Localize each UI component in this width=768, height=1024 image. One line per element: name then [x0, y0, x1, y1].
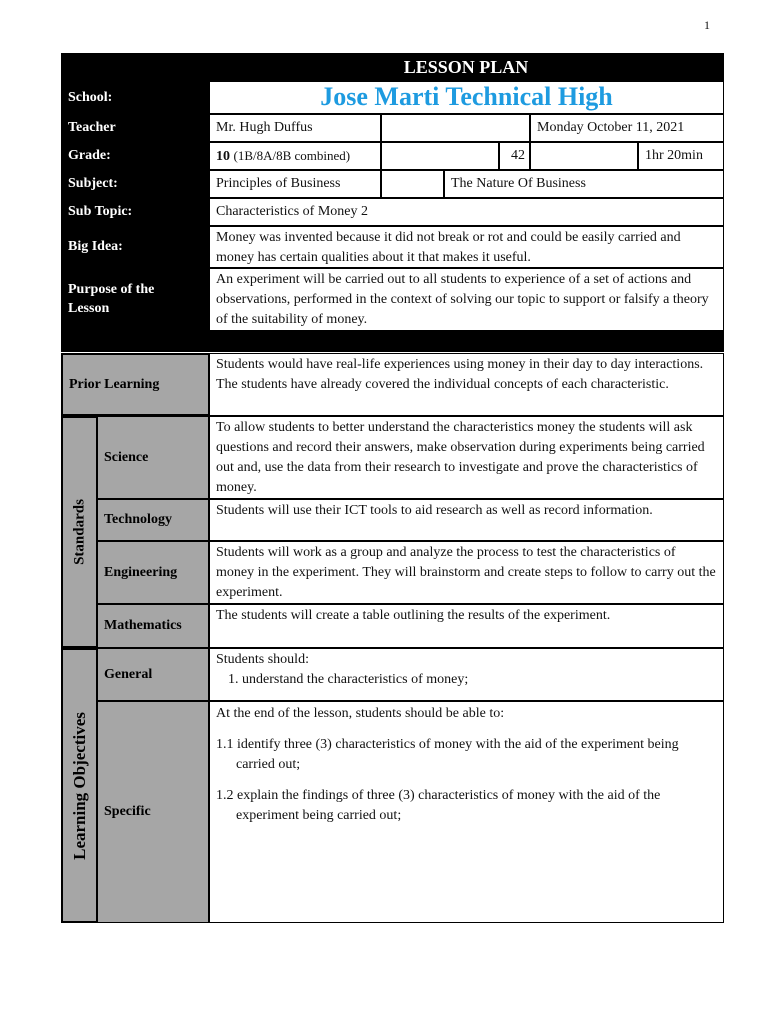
- mathematics-label: Mathematics: [97, 604, 209, 648]
- general-intro: Students should:: [216, 652, 309, 667]
- general-item: 1. understand the characteristics of money;: [242, 670, 717, 690]
- page-number: 1: [704, 18, 710, 32]
- prior-learning-value: Students would have real-life experiences using money in their day to day interactions. The students have already covered the individual concepts of each characteristic.: [209, 353, 724, 416]
- topic-label: Topic:: [381, 170, 444, 198]
- specific-value: [209, 701, 724, 923]
- subtopic-label: Sub Topic:: [68, 204, 133, 219]
- general-value: [209, 648, 724, 701]
- specific-label: Specific: [97, 701, 209, 923]
- topic-value: The Nature Of Business: [444, 170, 724, 198]
- teacher-label: Teacher: [68, 120, 116, 135]
- class-size-label: Class Size:: [381, 142, 499, 170]
- date-label: Date:: [381, 114, 530, 142]
- specific-intro: At the end of the lesson, students should be able to:: [216, 706, 505, 721]
- grade-detail: (1B/8A/8B combined): [233, 148, 351, 163]
- subtopic-value: Characteristics of Money 2: [209, 198, 724, 226]
- learning-objectives-group: [61, 648, 97, 923]
- specific-item: 1.2 explain the findings of three (3) characteristics of money with the aid of the experiment being carried out;: [216, 788, 661, 823]
- general-label: General: [97, 648, 209, 701]
- technology-value: Students will use their ICT tools to aid research as well as record information.: [209, 499, 724, 541]
- purpose-label: Purpose of the Lesson: [68, 282, 155, 316]
- grade-value: [209, 142, 381, 170]
- prior-learning-label: Prior Learning: [61, 353, 209, 416]
- subject-label: Subject:: [68, 176, 118, 191]
- engineering-value: Students will work as a group and analyze the process to test the characteristics of money in the experiment. They will brainstorm and create steps to follow to carry out the experiment.: [209, 541, 724, 604]
- learning-objectives-label: Learning Objectives: [69, 711, 89, 860]
- duration-label: Duration:: [530, 142, 638, 170]
- general-list: [216, 670, 717, 690]
- class-size-value: 42: [499, 142, 530, 170]
- subject-value: Principles of Business: [209, 170, 381, 198]
- standards-label: Standards: [71, 499, 87, 565]
- lesson-plan-title: LESSON PLAN: [403, 57, 529, 77]
- school-label: School:: [68, 90, 113, 105]
- science-label: Science: [97, 416, 209, 499]
- purpose-value: An experiment will be carried out to all students to experience of a set of actions and observations, performed in the context of solving our topic to support or falsify a theory of the suitability of money.: [209, 268, 724, 331]
- big-idea-label: Big Idea:: [68, 239, 123, 254]
- teacher-value: Mr. Hugh Duffus: [209, 114, 381, 142]
- specific-item: 1.1 identify three (3) characteristics of money with the aid of the experiment being carried out;: [216, 737, 679, 772]
- science-value: To allow students to better understand the characteristics money the students will ask questions and record their answers, make observation during experiments being carried out and, use the data from their research to investigate and prove the characteristics of money.: [209, 416, 724, 499]
- technology-label: Technology: [97, 499, 209, 541]
- grade-number: 10: [216, 149, 230, 164]
- grade-label: Grade:: [68, 148, 111, 163]
- school-name: Jose Marti Technical High: [209, 81, 724, 114]
- date-value: Monday October 11, 2021: [530, 114, 724, 142]
- engineering-label: Engineering: [97, 541, 209, 604]
- standards-group: [61, 416, 97, 648]
- big-idea-value: Money was invented because it did not break or rot and could be easily carried and money has certain qualities about it that makes it useful.: [209, 226, 724, 268]
- mathematics-value: The students will create a table outlining the results of the experiment.: [209, 604, 724, 648]
- duration-value: 1hr 20min: [638, 142, 724, 170]
